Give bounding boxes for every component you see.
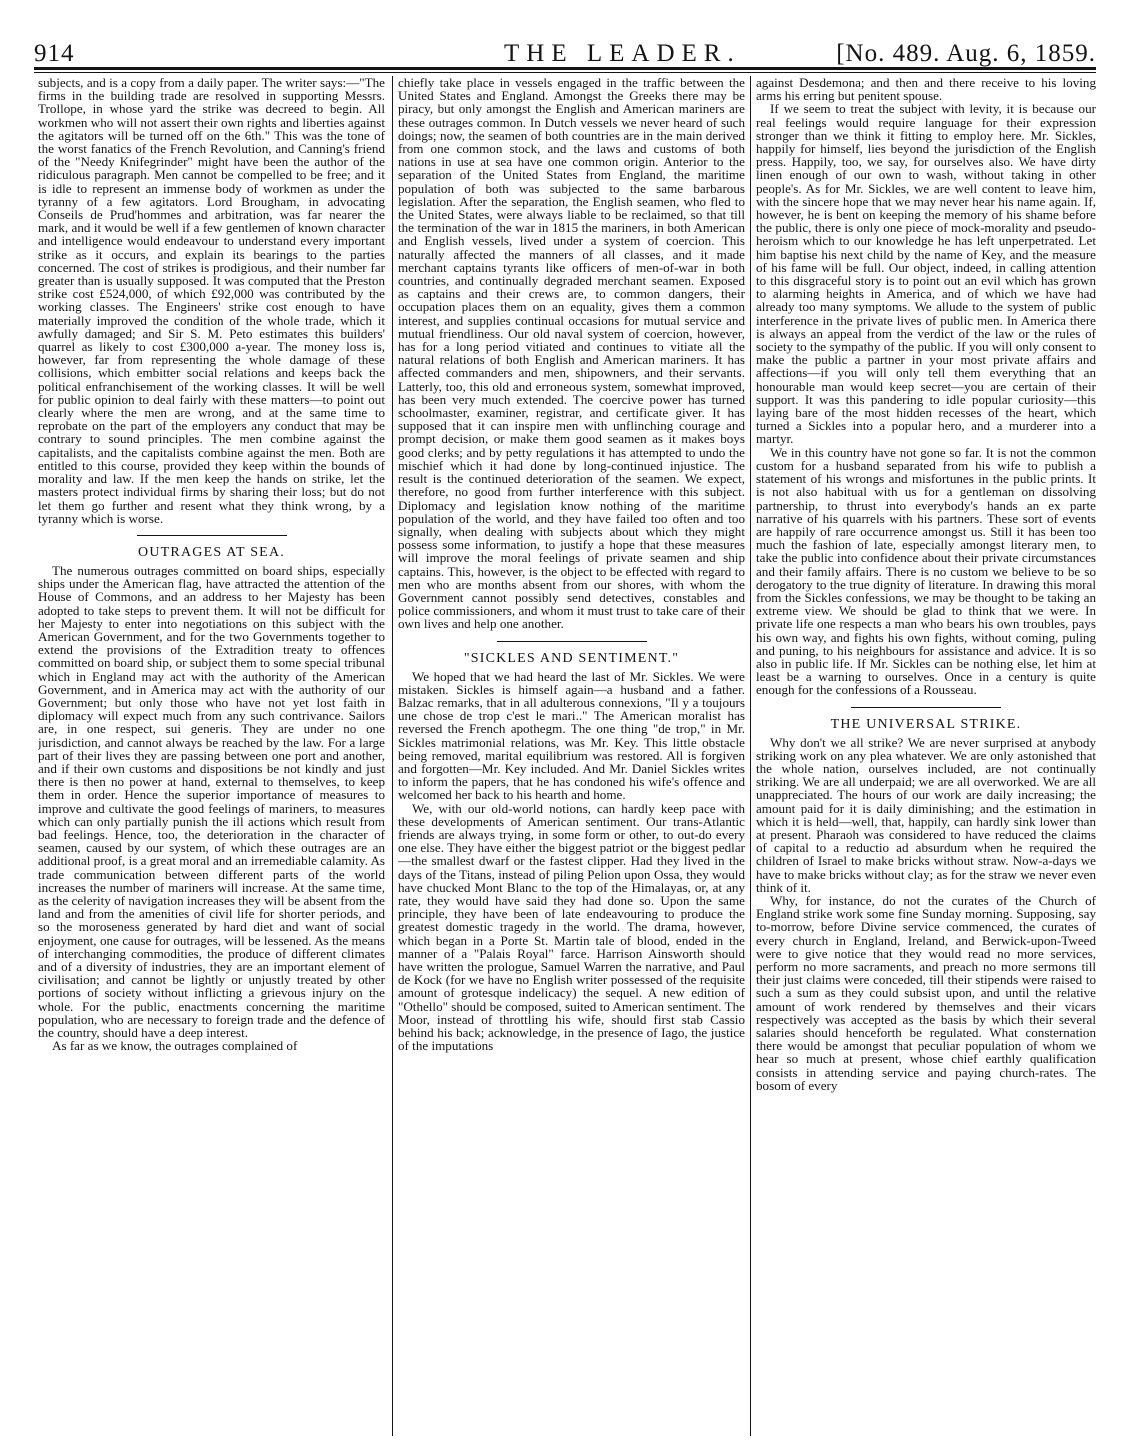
column-1	[38, 76, 385, 1436]
masthead-rule-thin	[34, 72, 1096, 73]
column-divider-1	[392, 76, 393, 1436]
masthead	[34, 40, 1096, 68]
column-2	[398, 76, 745, 1436]
strikes-article-continuation: subjects, and is a copy from a daily paper. The writer says:—"The firms in the building trade are resolved in supporting Messrs. Trollope, in whose yard the strike was decreed to begin. All workmen who will not assert their own rights and liberties against the agitators will be turned off on the 6th." This was the tone of the worst fanatics of the French Revolution, and Canning's friend of the "Needy Knifegrinder" might have been the author of the ridiculous paragraph. Men cannot be compelled to be free; and it is idle to represent an immense body of workmen as under the tyranny of a few agitators. Lord Brougham, in advocating Conseils de Prud'hommes and arbitration, was far nearer the mark, and it would be well if a few gentlemen of known character and intelligence would endeavour to understand every important strike as it occurs, and explain its bearings to the parties concerned. The cost of strikes is prodigious, and their number far greater than is usually supposed. It was computed that the Preston strike cost £524,000, of which £92,000 was contributed by the working classes. The Engineers' strike cost enough to have materially improved the condition of the whole trade, which it awfully damaged; and Sir S. M. Peto estimates this builders' quarrel as likely to cost £300,000 a-year. The money loss is, however, far from representing the whole damage of these collisions, which embitter social relations and keeps back the political enfranchisement of the working classes. It will be well for public opinion to deal fairly with these matters—to point out clearly where the men are wrong, and at the same time to reprobate on the part of the employers any conduct that may be contrary to sound principles. The men combine against the capitalists, and the capitalists combine against the men. Both are entitled to this course, provided they keep within the bounds of morality and law. If the men keep the hands on strike, let the masters protect individual firms by sharing their loss; but do not let them go further and resent what they think wrong, by a tyranny which is worse.	[38, 76, 385, 526]
article-separator	[497, 641, 647, 642]
page-number: 914	[34, 40, 75, 67]
newspaper-title: THE LEADER.	[504, 40, 741, 67]
article-separator	[137, 535, 287, 536]
sickles-paragraph-1: We hoped that we had heard the last of Mr. Sickles. We were mistaken. Sickles is himself again—a husband and a father. Balzac remarks, that in all adulterous connexions, "Il y a toujours une chose de trop c'est le mari.." The American moralist has reversed the French apothegm. The one thing "de trop," in Mr. Sickles matrimonial relations, was Mr. Key. This little obstacle being removed, marital equilibrium was restored. All is forgiven and forgotten—Mr. Key included. And Mr. Daniel Sickles writes to inform the papers, that he has condoned his wife's offence and welcomed her back to his hearth and home.	[398, 668, 745, 803]
masthead-rule-thick	[34, 67, 1096, 70]
strike-paragraph-1: Why don't we all strike? We are never surprised at anybody striking work on any plea whatever. We are only astonished that the whole nation, ourselves included, are not continually striking. We are all underpaid; we are all overworked. We are all unappreciated. The hours of our work are daily increasing; the amount paid for it is daily diminishing; and the estimation in which it is held—well, that, happily, can hardly sink lower than at present. Pharaoh was considered to have reduced the claims of capital to a reductio ad absurdum when he required the children of Israel to make bricks without straw. Now-a-days we have to make bricks without clay; as for the straw we never even think of it.	[756, 734, 1096, 895]
sickles-paragraph-4: We in this country have not gone so far. It is not the common custom for a husband separated from his wife to publish a statement of his wrongs and misfortunes in the public prints. It is not also habitual with us for a gentleman on dissolving partnership, to thrust into everybody's hands an ex parte narrative of his quarrels with his partners. These sort of events are happily of rare occurrence amongst us. Still it has been too much the fashion of late, especially amongst literary men, to take the public into confidence about their private circumstances and their family affairs. There is no custom we believe to be so derogatory to the true dignity of literature. In drawing this moral from the Sickles confessions, we may be thought to be taking an extreme view. We should be glad to think that we were. In private life one respects a man who bears his own troubles, pays his own way, and fights his own fights, without coming, puling and puning, to his neighbours for assistance and advice. It is so also in public life. If Mr. Sickles can be nothing else, let him at least be a warning to ourselves. Once in a century is quite enough for the confessions of a Rousseau.	[756, 444, 1096, 698]
sickles-paragraph-3: If we seem to treat the subject with levity, it is because our real feelings would require language for their expression stronger than we think it fitting to employ here. Mr. Sickles, happily for himself, lies beyond the jurisdiction of the English press. Happily, too, we say, for ourselves also. We have dirty linen enough of our own to wash, without taking in other people's. As for Mr. Sickles, we are well content to leave him, with the sincere hope that we may never hear his name again. If, however, he is bent on keeping the memory of his shame before the public, there is only one piece of mock-morality and pseudo-heroism which to our knowledge he has left unperpetrated. Let him baptise his next child by the name of Key, and the measure of his fame will be full. Our object, indeed, in calling attention to this disgraceful story is to point out an evil which has grown to alarming heights in America, and of which we have had already too many symptoms. We allude to the system of public interference in the private lives of public men. In America there is always an appeal from the verdict of the law or the rules of society to the sympathy of the public. If you will only consent to make the public a partner in your most private affairs and affections—if you will only tell them everything that an honourable man would keep secret—you are certain of their support. It was this pandering to idle popular curiosity—this laying bare of the most hidden recesses of the heart, which turned a Sickles into a popular hero, and a murderer into a martyr.	[756, 101, 1096, 447]
strike-paragraph-2: Why, for instance, do not the curates of the Church of England strike work some fine Sunday morning. Supposing, say to-morrow, before Divine service commenced, the curates of every church in England, Ireland, and Berwick-upon-Tweed were to give notice that they would read no more services, perform no more sacraments, and preach no more sermons till their just claims were conceded, till their stipends were raised to such a sum as they could subsist upon, and until the relative amount of work rendered by themselves and their vicars respectively was accepted as the basis by which their several salaries should henceforth be regulated. What consternation there would be amongst that peculiar population of whom we hear so much at present, whose chief earthly qualification consists in attending service and paying church-rates. The bosom of every	[756, 892, 1096, 1093]
sickles-heading: "SICKLES AND SENTIMENT."	[463, 650, 680, 666]
outrages-continuation: chiefly take place in vessels engaged in the traffic between the United States and England. Amongst the Greeks there may be piracy, but only amongst the English and American mariners are these outrages common. In Dutch vessels we never heard of such doings; now, the seamen of both countries are in the main derived from one common stock, and the laws and customs of both nations in use at sea have one common origin. Anterior to the separation of the United States from England, the maritime population of both was subjected to the same barbarous legislation. After the separation, the English seamen, who fled to the United States, were always liable to be reclaimed, so that till the termination of the war in 1815 the mariners, in both American and English vessels, lived under a system of coercion. This naturally affected the manners of all classes, and it made merchant captains tyrants like officers of men-of-war in both countries, and continually degraded merchant seamen. Exposed as captains and their crews are, to common dangers, their occupation places them on an equality, gives them a common interest, and supplies continual occasions for mutual service and mutual friendliness. Our old naval system of coercion, however, has for a long period vitiated and continues to vitiate all the natural relations of both English and American mariners. It has affected commanders and men, shipowners, and their servants. Latterly, too, this old and erroneous system, somewhat improved, has been very much extended. The coercive power has turned schoolmaster, examiner, registrar, and certificate giver. It has supposed that it can inspire men with unflinching courage and prompt decision, or make them good seamen as it makes boys good clerks; and by petty regulations it has attempted to undo the mischief which it had done by long-continued injustice. The result is the continued deterioration of the seamen. We expect, therefore, no good from further interference with this subject. Diplomacy and legislation know nothing of the maritime population of the world, and they have failed too often and too signally, when dealing with subjects about which they might possess some information, to justify a hope that these measures will improve the moral feelings of private seamen and ship captains. This, however, is the object to be effected with regard to men who are months absent from our shores, with whom the Government cannot possibly send detectives, constables and police commissioners, and whom it must trust to take care of their own lives and help one another.	[398, 76, 745, 632]
article-separator	[851, 707, 1001, 708]
universal-strike-heading: THE UNIVERSAL STRIKE.	[830, 716, 1022, 732]
column-3	[756, 76, 1096, 1436]
outrages-paragraph-2: As far as we know, the outrages complained of	[52, 1038, 298, 1054]
sickles-paragraph-2: We, with our old-world notions, can hardly keep pace with these developments of American sentiment. Our trans-Atlantic friends are always trying, in some form or other, to out-do every one else. They have either the biggest patriot or the biggest pedlar—the smallest dwarf or the fastest clipper. Had they lived in the days of the Titans, instead of piling Pelion upon Ossa, they would have chucked Mont Blanc to the top of the Himalayas, or, at any rate, they would have said they had done so. Upon the same principle, they have been of late endeavouring to produce the greatest domestic tragedy in the world. The drama, however, which began in a Porte St. Martin tale of blood, ended in the manner of a "Palais Royal" farce. Harrison Ainsworth should have written the prologue, Samuel Warren the narrative, and Paul de Kock (for we have no English writer possessed of the requisite amount of grotesque indelicacy) the sequel. A new edition of "Othello" should be composed, suited to American sentiment. The Moor, instead of throttling his wife, should first stab Cassio behind his back; acknowledge, in the presence of Iago, the justice of the imputations	[398, 800, 745, 1054]
outrages-paragraph-1: The numerous outrages committed on board ships, especially ships under the American flag, have attracted the attention of the House of Commons, and an address to her Majesty has been adopted to take steps to prevent them. It will not be difficult for her Majesty to enter into negotiations on this subject with the American Government, and for the two Governments together to extend the provisions of the Extradition treaty to offences committed on board ship, or subject them to some special tribunal which in England may act with the authority of the American Government, and in America may act with the authority of our Government; but only those who have not yet lost faith in diplomacy will expect much from any such contrivance. Sailors are, in one respect, sui generis. They are under no one jurisdiction, and cannot always be reached by the law. For a large part of their lives they are passing between one port and another, and if their own customs and dispositions be not kindly and just there is then no power at hand, external to themselves, to keep them in order. Hence the superior importance of measures to improve and cultivate the good feelings of mariners, to measures which can only partially punish the ill actions which result from bad feelings. Hence, too, the deterioration in the character of seamen, caused by our system, of which these outrages are an additional proof, is a great moral and an irremediable calamity. As trade communication between different parts of the world increases the number of mariners will increase. At the same time, as the celerity of navigation increases they will be absent from the land and from the amenities of civil life for shorter periods, and so the moroseness generated by hard diet and want of social enjoyment, one cause for outrages, will be lessened. As the means of interchanging commodities, the produce of different climates and of a diversity of industries, they are an important element of civilisation; and cannot be lightly or unjustly treated by other portions of society without inflicting a grievous injury on the whole. For the public, enactments concerning the maritime population, who are necessary to foreign trade and the defence of the country, should have a deep interest.	[38, 562, 385, 1041]
issue-date: [No. 489. Aug. 6, 1859.	[836, 40, 1096, 67]
column-divider-2	[750, 76, 751, 1436]
outrages-at-sea-heading: OUTRAGES AT SEA.	[138, 544, 285, 560]
sickles-continuation: against Desdemona; and then and there receive to his loving arms his erring but penitent spouse.	[756, 76, 1096, 104]
